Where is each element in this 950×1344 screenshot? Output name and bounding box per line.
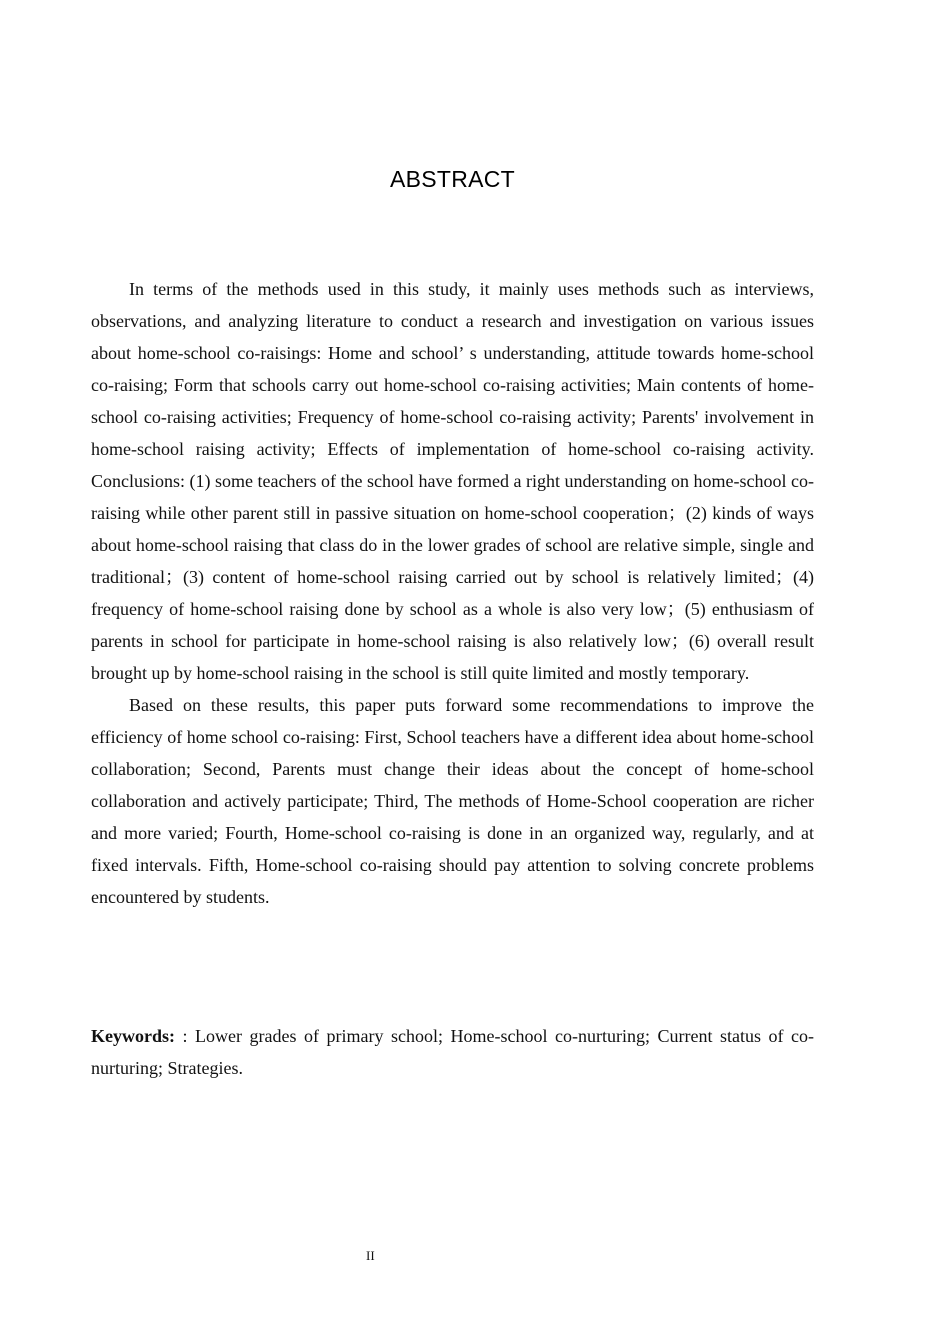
keywords-text: : Lower grades of primary school; Home-school co-nurturing; Current status of co-nurturing; Strategies. (91, 1026, 814, 1078)
abstract-title: ABSTRACT (389, 166, 516, 192)
abstract-paragraph-recommendations: Based on these results, this paper puts forward some recommendations to improve the efficiency of home school co-raising: First, School teachers have a different idea about home-school collaboration; Second, Parents must change their ideas about the concept of home-school collaboration and actively participate; Third, The methods of Home-School cooperation are richer and more varied; Fourth, Home-school co-raising is done in an organized way, regularly, and at fixed intervals. Fifth, Home-school co-raising should pay attention to solving concrete problems encountered by students. (91, 695, 814, 907)
page-number: II (366, 1248, 375, 1263)
keywords-label: Keywords: (91, 1026, 175, 1046)
abstract-body (91, 273, 814, 913)
keywords-section (91, 1020, 814, 1084)
abstract-paragraph-methods: In terms of the methods used in this study, it mainly uses methods such as interviews, observations, and analyzing literature to conduct a research and investigation on various issues about home-school co-raisings: Home and school’ s understanding, attitude towards home-school co-raising; Form that schools carry out home-school co-raising activities; Main contents of home-school co-raising activities; Frequency of home-school co-raising activity; Parents' involvement in home-school raising activity; Effects of implementation of home-school co-raising activity. Conclusions: (1) some teachers of the school have formed a right understanding on home-school co-raising while other parent still in passive situation on home-school cooperation；(2) kinds of ways about home-school raising that class do in the lower grades of school are relative simple, single and traditional；(3) content of home-school raising carried out by school is relatively limited；(4) frequency of home-school raising done by school as a whole is also very low；(5) enthusiasm of parents in school for participate in home-school raising is also relatively low；(6) overall result brought up by home-school raising in the school is still quite limited and mostly temporary. (91, 279, 814, 683)
